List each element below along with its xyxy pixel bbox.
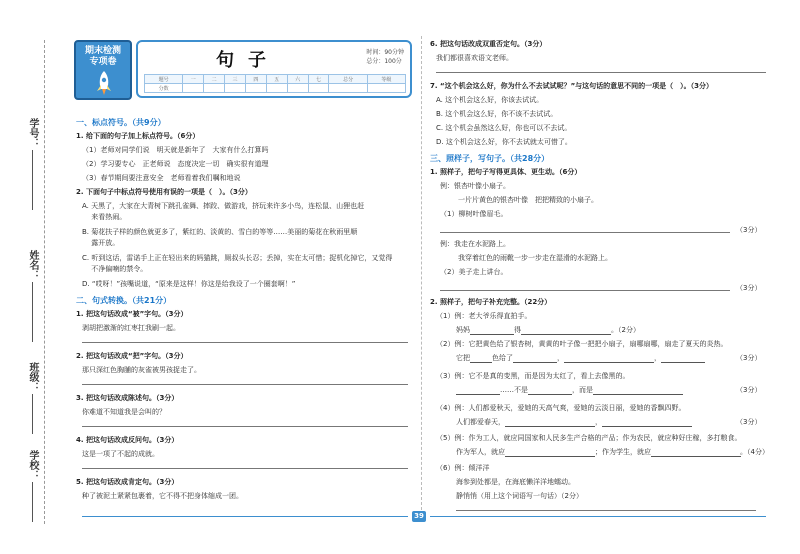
q10-example-2: 例：我走在水泥路上。 [440, 240, 510, 248]
school-label: 学校： [27, 450, 38, 480]
question-4: 2. 把这句话改成“把”字句。（3分） [76, 352, 188, 360]
score-header-cell: 等级 [367, 75, 405, 84]
q11-5-points: 。（4分） [740, 448, 769, 456]
q3-text: 剥胡把激渐的红枣扛我刷一起。 [82, 324, 180, 332]
blank[interactable] [513, 355, 557, 363]
q11-item-2: （2）例：它把黄色给了银杏树，黄黄的叶子像一把把小扇子，扇哪扇哪，扇走了夏天的炎热。 [436, 340, 728, 348]
score-cell[interactable] [245, 84, 266, 93]
q2-option-c-cont: 不净偏喃的禁令。 [82, 265, 148, 273]
student-number-field[interactable] [32, 150, 34, 210]
q7-text: 种了被泥土紧紧包裹着，它不得不把身体缩成一团。 [82, 492, 243, 500]
q11-2-a: 它把 [456, 354, 470, 362]
q4-text: 那只深红色胸脯的灰雀被男孩捉走了。 [82, 366, 201, 374]
score-header-cell: 六 [287, 75, 308, 84]
q11-item-4: （4）例：人们都爱秋天，爱她的天高气爽，爱她的云淡日丽，爱她的香飘四野。 [436, 404, 686, 412]
exam-badge [74, 40, 132, 100]
q10-item-2: （2）美子走上讲台。 [440, 268, 508, 276]
blank[interactable] [593, 387, 683, 395]
q11-item-6: （6）例：倾洋洋 [436, 464, 490, 472]
blank[interactable] [602, 419, 692, 427]
question-1: 1. 给下面的句子加上标点符号。（6分） [76, 132, 200, 140]
blank[interactable] [505, 419, 595, 427]
points-label: （3分） [736, 226, 762, 234]
question-8: 6. 把这句话改成双重否定句。（3分） [430, 40, 547, 48]
section-1-title: 一、标点符号。（共9分） [76, 118, 166, 127]
q1-item-3: （3）春节期间要注意安全 老师看着我们嘱和地说 [82, 174, 241, 182]
blank[interactable] [564, 355, 654, 363]
q10-example: 例：银杏叶像小扇子。 [440, 182, 510, 190]
q11-item-4-answer: 人们都爱春天， ， [456, 418, 692, 427]
q2-option-b-cont: 露开放。 [82, 239, 120, 247]
score-header-cell: 二 [204, 75, 225, 84]
question-3: 1. 把这句话改成“被”字句。（3分） [76, 310, 188, 318]
answer-line[interactable] [440, 290, 730, 291]
q10-example-answer: 一片片黄色的银杏叶像 把把精致的小扇子。 [458, 196, 598, 204]
q11-6-example: 海参到处都是，在海底懒洋洋地蠕动。 [456, 478, 575, 486]
q2-option-d: D. “哎呀！”孩嘴说道，“原来是这样！你这是给我设了一个圈套啊！” [82, 280, 296, 288]
name-field[interactable] [32, 282, 34, 342]
badge-line1: 期末检测 [84, 46, 121, 56]
q11-item-3: （3）例：它不是真的变黑，而是因为太红了，看上去像黑的。 [436, 372, 630, 380]
blank[interactable] [528, 387, 572, 395]
blank[interactable] [661, 355, 705, 363]
q11-5-a: 作为军人，就应 [456, 448, 505, 456]
score-table [144, 74, 406, 93]
rocket-icon [94, 70, 114, 96]
class-label: 班级： [27, 362, 38, 392]
q11-6-prompt: 静悄悄（用上这个词语写一句话）（2分） [456, 492, 583, 500]
q11-item-1-answer [456, 326, 640, 335]
page-title: 句子 [216, 50, 280, 71]
score-cell[interactable] [367, 84, 405, 93]
question-7: 5. 把这句话改成肯定句。（3分） [76, 478, 179, 486]
column-divider [421, 36, 422, 510]
q11-4-a: 人们都爱春天， [456, 418, 505, 426]
header-box [136, 40, 412, 98]
q11-5-b: ；作为学生，就应 [595, 448, 651, 456]
question-2: 2. 下面句子中标点符号使用有误的一项是（ ）。（3分） [76, 188, 252, 196]
q2-option-c: C. 听到这话，雷诺手上正在轻出来的妈猫跳，厕叔头长忍；丢掉，实在太可惜；捉机化掉它，又觉得 [82, 254, 393, 262]
exam-total: 总分：100分 [366, 58, 402, 65]
score-header-cell: 三 [225, 75, 246, 84]
q11-3-a: ……不是 [500, 386, 528, 394]
q11-1-points: 。（2分） [611, 326, 640, 334]
blank[interactable] [456, 387, 500, 395]
q11-4-points: （3分） [736, 418, 762, 426]
q11-1-de: 得 [514, 326, 521, 334]
score-header-cell: 四 [245, 75, 266, 84]
answer-line[interactable] [82, 384, 408, 385]
q2-option-a-cont: 来看热闹。 [82, 213, 127, 221]
footer-rule-left [82, 516, 408, 517]
exam-meta [366, 48, 404, 66]
q11-item-5-answer [456, 448, 741, 457]
question-9: 7. “这个机会这么好，你为什么不去试试呢？”与这句话的意思不同的一项是（ ）。（3分） [430, 82, 714, 90]
class-field[interactable] [32, 394, 34, 434]
answer-line[interactable] [456, 510, 756, 511]
score-cell[interactable] [183, 84, 204, 93]
score-row-label: 分数 [145, 84, 183, 93]
q10-item-1: （1）柳树叶像眉毛。 [440, 210, 508, 218]
points-label: （3分） [736, 284, 762, 292]
score-header-cell: 总分 [329, 75, 367, 84]
q9-option-a: A. 这个机会这么好，你该去试试。 [436, 96, 544, 104]
q9-option-c: C. 这个机会虽然这么好，你也可以不去试。 [436, 124, 572, 132]
score-header-cell: 一 [183, 75, 204, 84]
page-number: 39 [412, 511, 426, 522]
answer-line[interactable] [82, 342, 408, 343]
q11-1-subject: 妈妈 [456, 326, 470, 334]
answer-line[interactable] [82, 426, 408, 427]
score-cell[interactable] [329, 84, 367, 93]
q11-3-b: ，而是 [572, 386, 593, 394]
question-10: 1. 照样子，把句子写得更具体、更生动。（6分） [430, 168, 582, 176]
score-header-cell: 五 [266, 75, 287, 84]
answer-line[interactable] [440, 232, 730, 233]
question-11: 2. 照样子，把句子补充完整。（22分） [430, 298, 552, 306]
blank[interactable] [470, 355, 492, 363]
answer-line[interactable] [82, 468, 408, 469]
blank[interactable] [651, 449, 741, 457]
q1-item-1: （1）老师对同学们说 明天就是新年了 大家有什么打算吗 [82, 146, 269, 154]
score-cell[interactable] [266, 84, 287, 93]
q11-item-2-answer: 它把 色给了 ， ， [456, 354, 705, 363]
badge-line2: 专项卷 [89, 57, 117, 67]
score-cell[interactable] [308, 84, 329, 93]
q6-text: 这是一项了不起的成就。 [82, 450, 159, 458]
gutter-line [44, 40, 45, 524]
section-3-title: 三、照样子，写句子。（共28分） [430, 154, 550, 163]
student-number-label: 学号： [27, 118, 38, 148]
q5-text: 你难道不知道我是会叫的？ [82, 408, 166, 416]
q11-item-5: （5）例：作为工人，就应同国家和人民多生产合格的产品；作为农民，就应种好庄稼，多打粮食。 [436, 434, 742, 442]
blank[interactable] [505, 449, 595, 457]
answer-line[interactable] [436, 72, 766, 73]
question-5: 3. 把这句话改成陈述句。（3分） [76, 394, 179, 402]
section-2-title: 二、句式转换。（共21分） [76, 296, 172, 305]
exam-time: 时间：90分钟 [366, 49, 404, 56]
score-header-cell: 七 [308, 75, 329, 84]
q2-option-a: A. 天黑了，大家在大青树下跳孔雀舞、摔跤、做游戏，挤玩来许多小鸟，连松鼠、山狸也赶 [82, 202, 365, 210]
score-header-cell: 题号 [145, 75, 183, 84]
q9-option-d: D. 这个机会这么好，你不去试就太可惜了。 [436, 138, 572, 146]
score-cell[interactable] [225, 84, 246, 93]
blank[interactable] [521, 327, 611, 335]
q11-2-points: （3分） [736, 354, 762, 362]
q11-2-b: 色给了 [492, 354, 513, 362]
score-cell[interactable] [287, 84, 308, 93]
q11-3-points: （3分） [736, 386, 762, 394]
footer-rule-right [430, 516, 766, 517]
q1-item-2: （2）学习要专心 正老师说 态度决定一切 确实很有道理 [82, 160, 269, 168]
score-cell[interactable] [204, 84, 225, 93]
q11-item-3-answer [456, 386, 683, 395]
blank[interactable] [470, 327, 514, 335]
q8-text: 我们都很喜欢语文老师。 [436, 54, 513, 62]
question-6: 4. 把这句话改成反问句。（3分） [76, 436, 179, 444]
q9-option-b: B. 这个机会这么好，你不该不去试试。 [436, 110, 558, 118]
q10-example-2-answer: 我穿着红色的雨靴一步一步走在湿滑的水泥路上。 [458, 254, 612, 262]
q2-option-b: B. 菊花扶子样的颜色就更多了，紫红的、淡黄的、雪白的等等……美丽的菊花在秋雨里顺 [82, 228, 358, 236]
school-field[interactable] [32, 482, 34, 522]
q11-item-1: （1）例：老大爷乐得直拍手。 [436, 312, 532, 320]
name-label: 姓名： [27, 250, 38, 280]
